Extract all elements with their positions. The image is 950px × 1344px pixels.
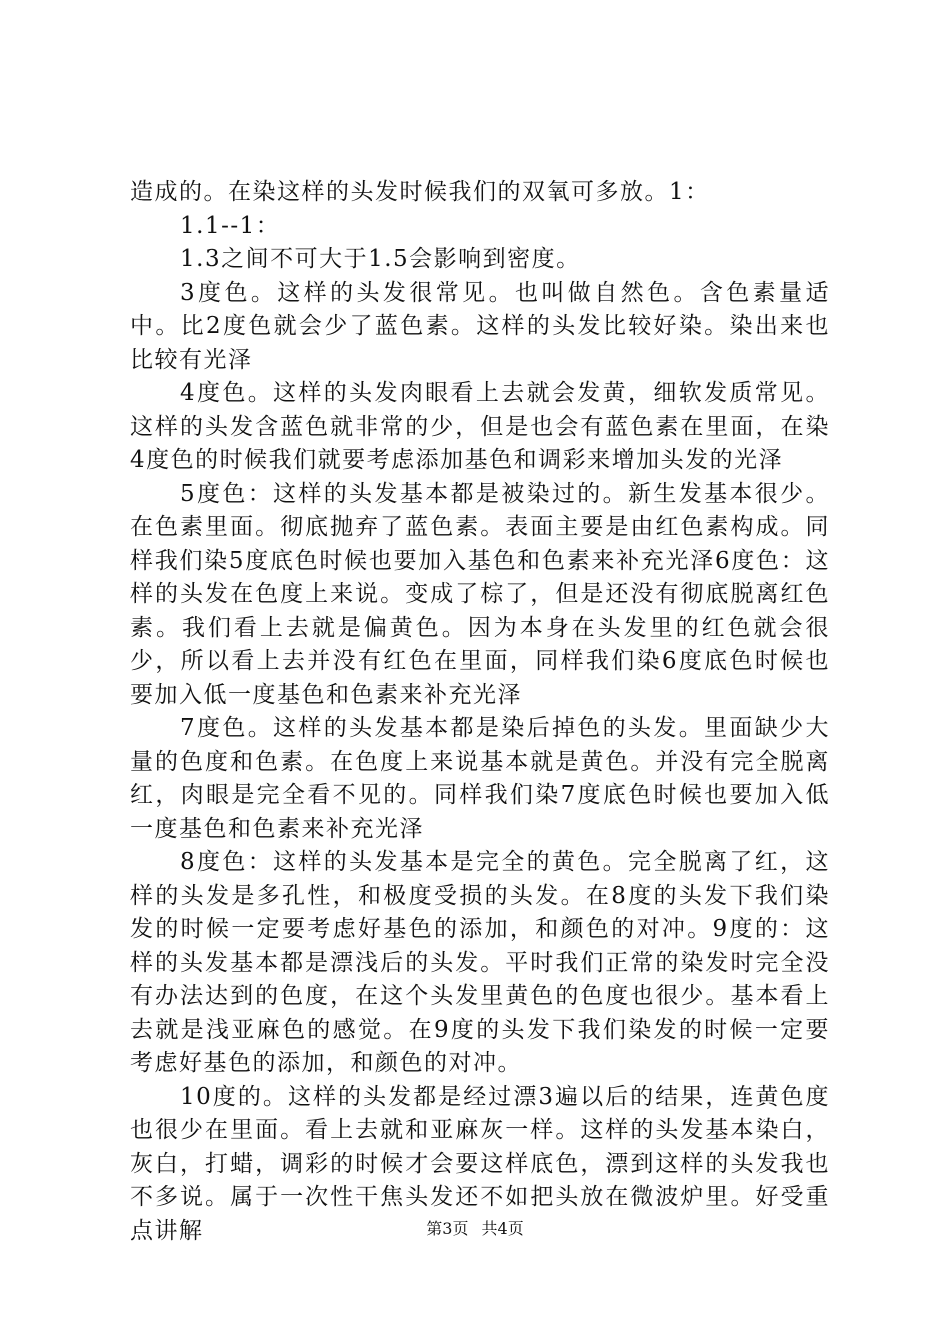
paragraph-5: 4度色。这样的头发肉眼看上去就会发黄，细软发质常见。这样的头发含蓝色就非常的少，但是也会有蓝色素在里面，在染4度色的时候我们就要考虑添加基色和调彩来增加头发的光泽 — [130, 380, 830, 473]
paragraph-2: 1.1--1： — [180, 212, 281, 239]
paragraph-4: 3度色。这样的头发很常见。也叫做自然色。含色素量适中。比2度色就会少了蓝色素。这样的头发比较好染。染出来也比较有光泽 — [130, 279, 830, 373]
document-body — [130, 176, 830, 1248]
paragraph-1: 造成的。在染这样的头发时候我们的双氧可多放。1： — [130, 179, 710, 205]
paragraph-3: 1.3之间不可大于1.5会影响到密度。 — [180, 246, 581, 272]
paragraph-7: 7度色。这样的头发基本都是染后掉色的头发。里面缺少大量的色度和色素。在色度上来说基本就是黄色。并没有完全脱离红，肉眼是完全看不见的。同样我们染7度底色时候也要加入低一度基色和色素来补充光泽 — [130, 715, 830, 842]
page-number: 第3页 — [426, 1219, 469, 1238]
page-footer — [0, 1216, 950, 1239]
paragraph-6: 5度色：这样的头发基本都是被染过的。新生发基本很少。在色素里面。彻底抛弃了蓝色素。表面主要是由红色素构成。同样我们染5度底色时候也要加入基色和色素来补充光泽6度色：这样的头发在色度上来说。变成了棕了，但是还没有彻底脱离红色素。我们看上去就是偏黄色。因为本身在头发里的红色就会很少，所以看上去并没有红色在里面，同样我们染6度底色时候也要加入低一度基色和色素来补充光泽 — [130, 480, 830, 708]
paragraph-8: 8度色：这样的头发基本是完全的黄色。完全脱离了红，这样的头发是多孔性，和极度受损的头发。在8度的头发下我们染发的时候一定要考虑好基色的添加，和颜色的对冲。9度的：这样的头发基本都是漂浅后的头发。平时我们正常的染发时完全没有办法达到的色度，在这个头发里黄色的色度也很少。基本看上去就是浅亚麻色的感觉。在9度的头发下我们染发的时候一定要考虑好基色的添加，和颜色的对冲。 — [130, 849, 830, 1076]
paragraph-9: 10度的。这样的头发都是经过漂3遍以后的结果，连黄色度也很少在里面。看上去就和亚麻灰一样。这样的头发基本染白，灰白，打蜡，调彩的时候才会要这样底色，漂到这样的头发我也不多说。属于一次性干焦头发还不如把头放在微波炉里。好受重点讲解 — [130, 1083, 830, 1244]
page-total: 共4页 — [481, 1219, 524, 1238]
